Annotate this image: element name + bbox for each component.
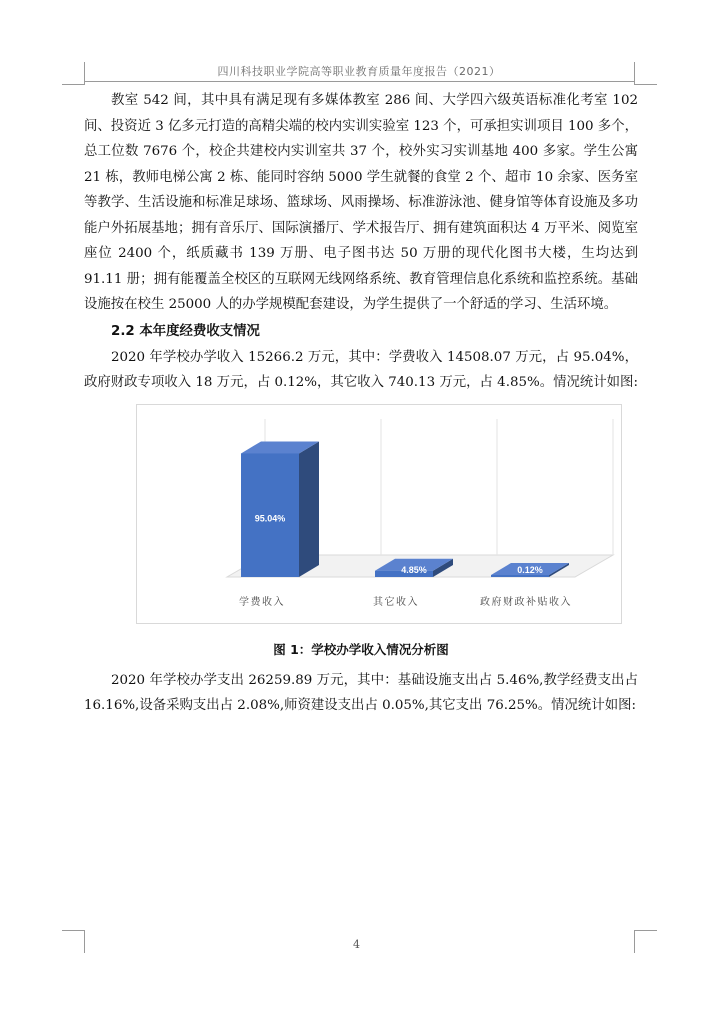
paragraph-expenditure: 2020 年学校办学支出 26259.89 万元，其中：基础设施支出占 5.46%,教学经费支出占 16.16%,设备采购支出占 2.08%,师资建设支出占 0.05%,其它支出 76.25%。情况统计如图:	[84, 672, 638, 713]
category-label: 政府财政补贴收入	[480, 596, 572, 608]
crop-mark-top-right	[634, 62, 657, 85]
data-label: 4.85%	[401, 564, 427, 575]
income-chart-svg	[137, 405, 621, 623]
income-chart	[136, 404, 622, 624]
data-label: 0.12%	[517, 564, 543, 575]
paragraph-income: 2020 年学校办学收入 15266.2 万元，其中：学费收入 14508.07 万元，占 95.04%，政府财政专项收入 18 万元，占 0.12%，其它收入 740.13 万元，占 4.85%。情况统计如图:	[84, 349, 638, 390]
bar-side	[299, 441, 319, 577]
running-header: 四川科技职业学院高等职业教育质量年度报告（2021）	[84, 63, 634, 82]
paragraph-facilities: 教室 542 间，其中具有满足现有多媒体教室 286 间、大学四六级英语标准化考室 102 间、投资近 3 亿多元打造的高精尖端的校内实训实验室 123 个，可承担实训项目 100 多个，总工位数 7676 个，校企共建校内实训室共 37 个，校外实习实训基地 400 多家。学生公寓 21 栋，教师电梯公寓 2 栋、能同时容纳 5000 学生就餐的食堂 2 个、超市 10 余家、医务室等教学、生活设施和标准足球场、篮球场、风雨操场、标准游泳池、健身馆等体育设施及多功能户外拓展基地；拥有音乐厅、国际演播厅、学术报告厅、拥有建筑面积达 4 万平米、阅览室座位 2400 个，纸质藏书 139 万册、电子图书达 50 万册的现代化图书大楼，生均达到 91.11 册；拥有能覆盖全校区的互联网无线网络系统、教育管理信息化系统和监控系统。基础设施按在校生 25000 人的办学规模配套建设，为学生提供了一个舒适的学习、生活环境。	[84, 93, 638, 312]
page-number: 4	[353, 938, 360, 951]
category-label: 学费收入	[239, 596, 285, 608]
page-content	[84, 88, 638, 719]
crop-mark-top-left	[62, 62, 85, 85]
figure-caption: 图 1：学校办学收入情况分析图	[273, 641, 449, 657]
category-label: 其它收入	[373, 596, 419, 608]
data-label: 95.04%	[254, 512, 286, 523]
bar	[491, 575, 549, 577]
section-heading: 2.2 本年度经费收支情况	[111, 323, 260, 339]
